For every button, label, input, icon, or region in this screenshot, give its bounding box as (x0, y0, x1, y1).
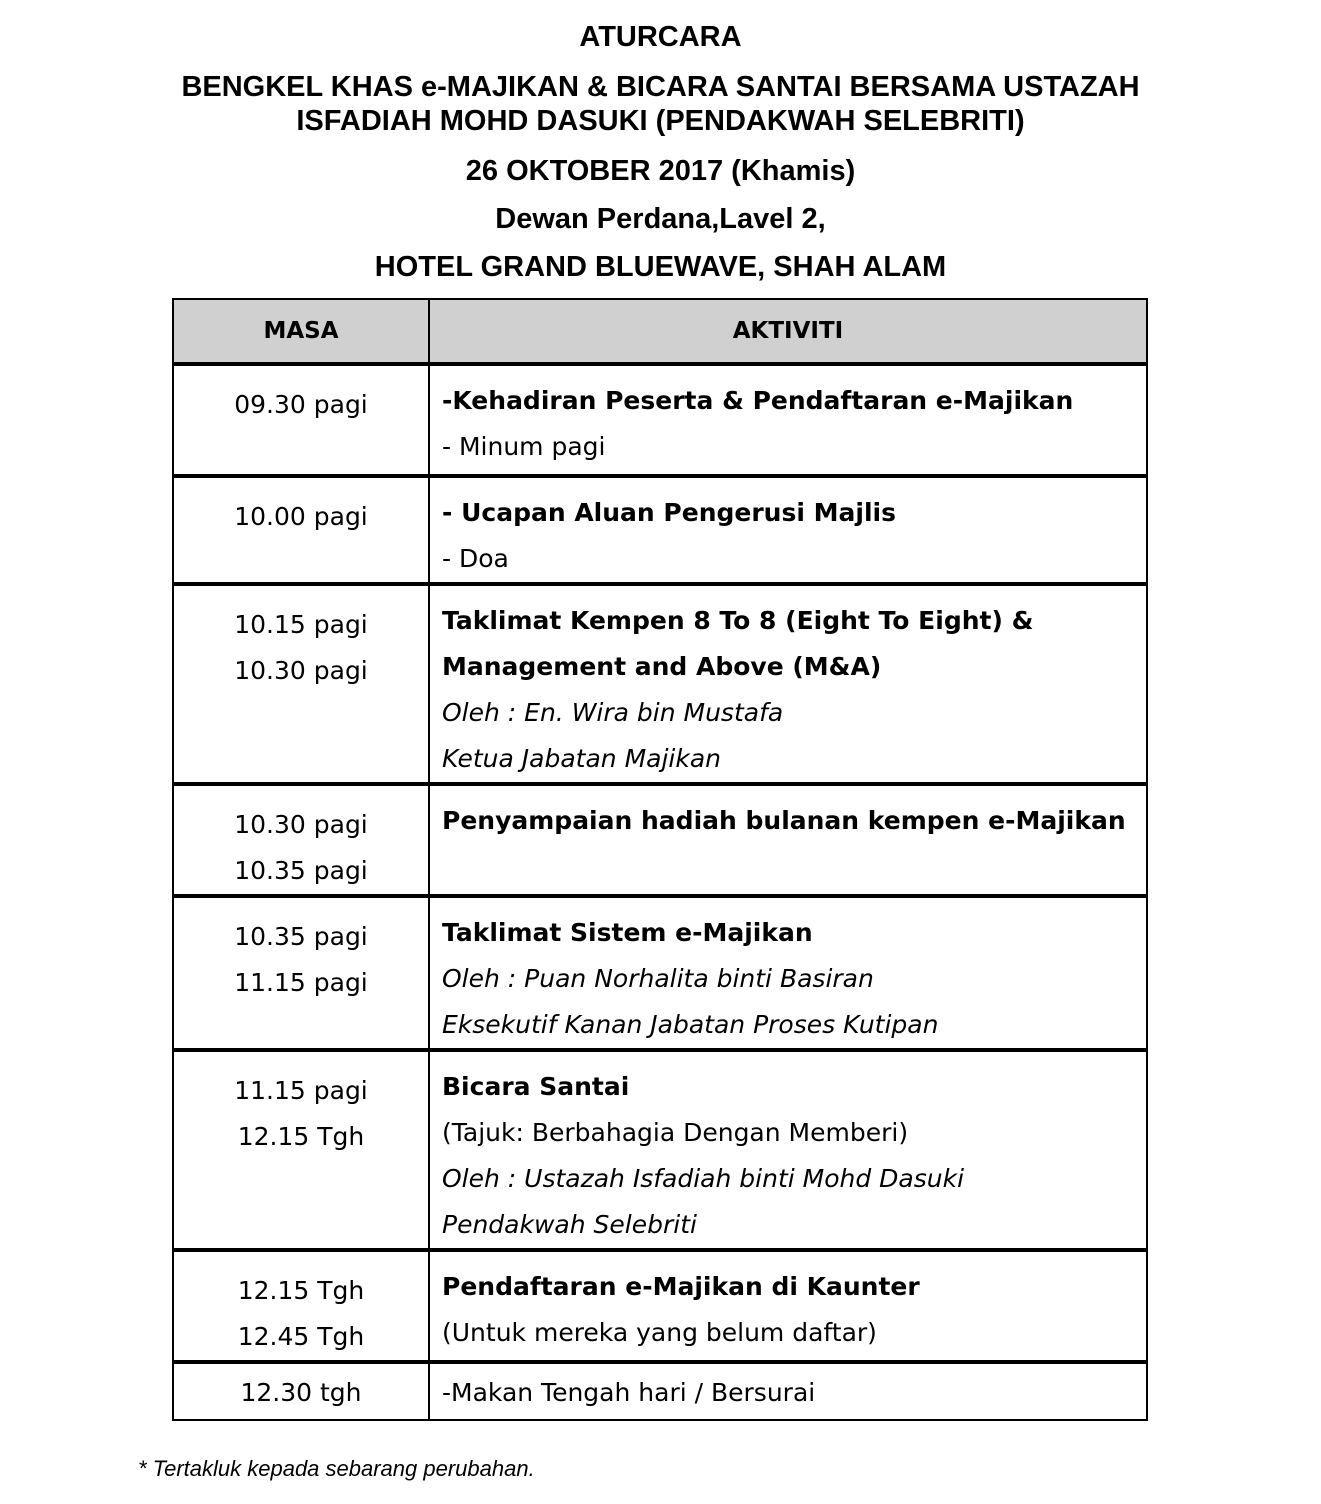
venue-line-2: HOTEL GRAND BLUEWAVE, SHAH ALAM (374, 251, 947, 283)
time-cell (173, 1250, 429, 1362)
table-row (173, 784, 1147, 896)
activity-line: (Untuk mereka yang belum daftar) (442, 1318, 877, 1347)
table-row (173, 364, 1147, 476)
time-cell (173, 1362, 429, 1420)
event-date: 26 OKTOBER 2017 (Khamis) (465, 155, 856, 187)
activity-line: Eksekutif Kanan Jabatan Proses Kutipan (442, 1010, 939, 1039)
schedule-table (172, 298, 1148, 1421)
document-title: ATURCARA (579, 21, 742, 53)
activity-cell (429, 1250, 1147, 1362)
activity-cell (429, 1050, 1147, 1250)
time-value: 09.30 pagi (234, 390, 368, 419)
time-cell (173, 784, 429, 896)
activity-line: Taklimat Sistem e-Majikan (442, 918, 813, 947)
time-cell (173, 1050, 429, 1250)
activity-cell (429, 896, 1147, 1050)
time-cell (173, 364, 429, 476)
venue-line-1: Dewan Perdana,Lavel 2, (495, 203, 826, 235)
activity-line: Ketua Jabatan Majikan (442, 744, 722, 773)
time-value: 12.15 Tgh (237, 1122, 365, 1151)
time-value: 12.15 Tgh (237, 1276, 365, 1305)
table-row (173, 896, 1147, 1050)
activity-line: Oleh : En. Wira bin Mustafa (442, 698, 784, 727)
table-row (173, 1050, 1147, 1250)
activity-line: (Tajuk: Berbahagia Dengan Memberi) (442, 1118, 909, 1147)
table-header-row (173, 299, 1147, 364)
event-title-line-1: BENGKEL KHAS e-MAJIKAN & BICARA SANTAI BERSAMA USTAZAH (181, 71, 1140, 103)
time-value: 10.30 pagi (234, 810, 368, 839)
time-value: 10.00 pagi (234, 502, 368, 531)
activity-line: -Kehadiran Peserta & Pendaftaran e-Majikan (442, 386, 1074, 415)
time-cell (173, 476, 429, 584)
time-value: 10.35 pagi (234, 922, 368, 951)
table-row (173, 584, 1147, 784)
column-header-time: MASA (173, 299, 429, 364)
time-value: 10.15 pagi (234, 610, 368, 639)
event-title-line-2: ISFADIAH MOHD DASUKI (PENDAKWAH SELEBRITI) (296, 105, 1025, 137)
activity-line: - Doa (442, 544, 509, 573)
activity-line: Oleh : Ustazah Isfadiah binti Mohd Dasuki (442, 1164, 965, 1193)
time-value: 11.15 pagi (234, 968, 368, 997)
time-cell (173, 896, 429, 1050)
time-value: 11.15 pagi (234, 1076, 368, 1105)
activity-line: Pendaftaran e-Majikan di Kaunter (442, 1272, 920, 1301)
activity-line: -Makan Tengah hari / Bersurai (442, 1378, 816, 1407)
activity-line: - Minum pagi (442, 432, 606, 461)
footnote: * Tertakluk kepada sebarang perubahan. (138, 1456, 535, 1481)
table-row (173, 1362, 1147, 1420)
activity-line: Oleh : Puan Norhalita binti Basiran (442, 964, 874, 993)
activity-line: Pendakwah Selebriti (442, 1210, 697, 1239)
table-row (173, 1250, 1147, 1362)
table-row (173, 476, 1147, 584)
activity-cell (429, 476, 1147, 584)
activity-cell (429, 584, 1147, 784)
activity-cell (429, 784, 1147, 896)
activity-line: - Ucapan Aluan Pengerusi Majlis (442, 498, 896, 527)
time-value: 12.45 Tgh (237, 1322, 365, 1351)
time-value: 10.30 pagi (234, 656, 368, 685)
activity-line: Penyampaian hadiah bulanan kempen e-Majikan (442, 806, 1126, 835)
activity-line: Bicara Santai (442, 1072, 630, 1101)
time-cell (173, 584, 429, 784)
activity-cell (429, 364, 1147, 476)
time-value: 12.30 tgh (240, 1378, 362, 1407)
activity-line: Taklimat Kempen 8 To 8 (Eight To Eight) & (442, 606, 1034, 635)
column-header-activity: AKTIVITI (429, 299, 1147, 364)
activity-line: Management and Above (M&A) (442, 652, 882, 681)
time-value: 10.35 pagi (234, 856, 368, 885)
activity-cell (429, 1362, 1147, 1420)
